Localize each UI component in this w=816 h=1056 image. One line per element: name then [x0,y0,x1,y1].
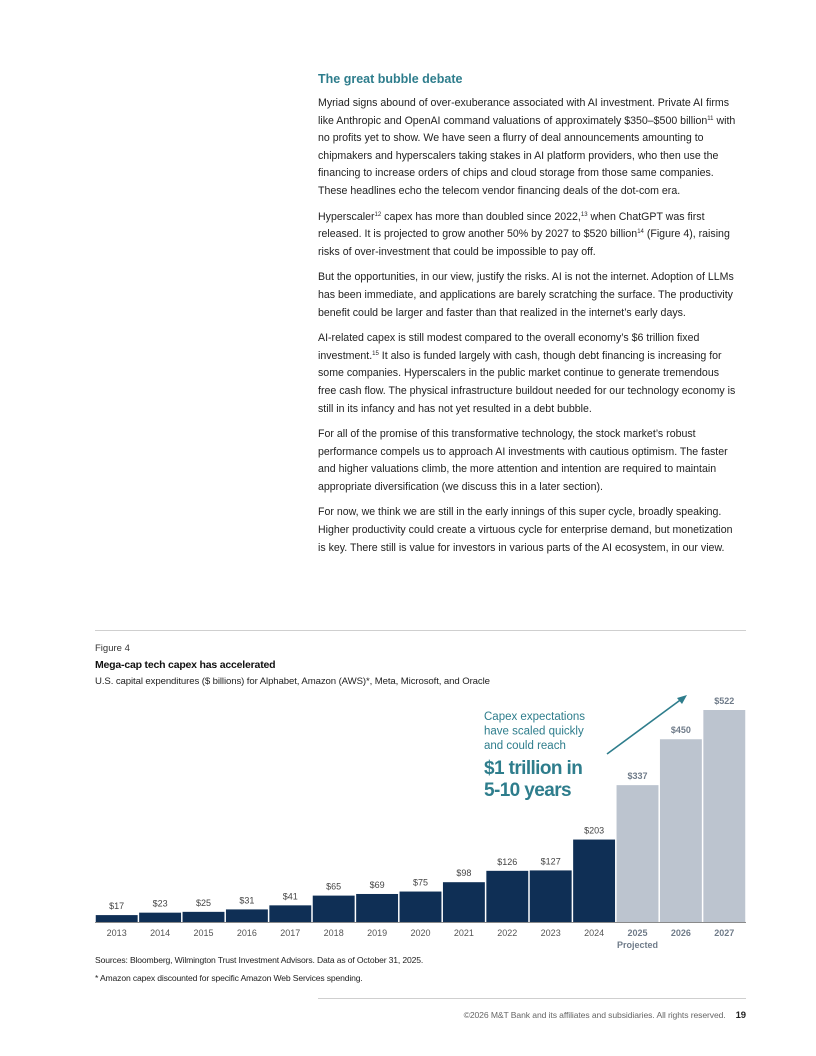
figure-top-divider [95,630,746,631]
bar-2015 [183,912,225,922]
value-label-2016: $31 [239,895,255,906]
paragraph: AI-related capex is still modest compared to the overall economy’s $6 trillion fixed investment.$^{15}$ It also is funded largely with cash, though debt financing is increasing for some companies. Hyperscalers in the public market continue to generate tremendous free cash flow. The physical infrastructure buildout needed for our technology economy is still in its infancy and has not yet resulted in a debt bubble. [318,332,736,415]
bar-2024 [573,840,615,922]
bar-2013 [96,915,138,922]
footnote-ref: 15 [372,350,379,357]
year-tick-2026: 2026 [670,928,691,938]
year-tick-2025: 2025 [627,928,648,938]
footnote-ref: 14 [637,229,644,236]
value-label-2014: $23 [152,898,168,909]
figure-title: Mega-cap tech capex has accelerated [95,659,276,671]
annotation-line: Capex expectations [484,711,586,723]
annotation-line: and could reach [484,740,566,752]
figure-label: Figure 4 [95,643,130,654]
year-tick-2021: 2021 [453,928,474,938]
value-label-2018: $65 [326,881,342,892]
annotation-highlight: $1 trillion in [484,758,583,779]
value-label-2022: $126 [497,856,518,867]
value-label-2013: $17 [109,901,125,912]
paragraph: For all of the promise of this transformative technology, the stock market’s robust performance compels us to approach AI investments with cautious optimism. The faster and higher valuations climb, the more attention and intention are required to maintain appropriate diversification (we discuss this in a later section). [318,428,728,493]
value-label-2020: $75 [412,877,429,888]
bar-2017 [269,905,311,922]
value-label-2025: $337 [627,771,648,782]
year-tick-2022: 2022 [497,928,518,938]
article [318,70,738,565]
year-tick-2020: 2020 [410,928,431,938]
paragraph: Myriad signs abound of over-exuberance associated with AI investment. Private AI firms like Anthropic and OpenAI command valuations of approximately $350–$500 billion$^{11}$ with no profits yet to show. We have seen a flurry of deal announcements amounting to chipmakers and hyperscalers taking stakes in AI platform providers, who then use the financing to increase orders of chips and cloud storage from those same companies. These headlines echo the telecom vendor financing deals of the dot-com era. [318,97,736,197]
year-tick-2023: 2023 [540,928,561,938]
capex-bar-chart [95,688,746,953]
bar-2021 [443,882,485,922]
year-tick-2024: 2024 [584,928,605,938]
bar-2027 [703,710,745,922]
year-tick-2019: 2019 [367,928,388,938]
paragraph: Hyperscaler$^{12}$ capex has more than doubled since 2022,13 when ChatGPT was first released. It is projected to grow another 50% by 2027 to $520 billion$^{14}$ (Figure 4), raising risks of over-investment that could be impossible to pay off. [318,210,730,258]
year-tick-2013: 2013 [106,928,127,938]
bar-2022 [486,871,528,922]
year-tick-2027: 2027 [714,928,735,938]
bar-2018 [313,896,355,922]
section-heading: The great bubble debate [318,72,463,86]
paragraph: For now, we think we are still in the early innings of this super cycle, broadly speaking. Higher productivity could create a virtuous cycle for enterprise demand, but monetization is key. There still is value for investors in various parts of the AI ecosystem, in our view. [318,506,733,554]
year-tick-2016: 2016 [236,928,257,938]
sources-note: Sources: Bloomberg, Wilmington Trust Investment Advisors. Data as of October 31, 2025. [95,955,424,965]
value-label-2024: $203 [584,825,605,836]
value-label-2027: $522 [714,696,735,706]
year-tick-2017: 2017 [280,928,301,938]
year-tick-2014: 2014 [150,928,171,938]
bar-2019 [356,894,398,922]
paragraph: But the opportunities, in our view, justify the risks. AI is not the internet. Adoption of LLMs has been immediate, and applications are barely scratching the surface. The productivity benefit could be larger and faster than that realized in the internet’s early days. [318,271,734,319]
value-label-2015: $25 [195,897,212,908]
bar-2020 [400,892,442,922]
value-label-2023: $127 [540,856,561,867]
projected-label: Projected [616,940,659,950]
footnote-ref: 13 [580,211,588,218]
page-number: 19 [735,1010,746,1021]
value-label-2026: $450 [670,725,691,736]
bar-2023 [530,870,572,922]
value-label-2021: $98 [456,868,472,879]
footnote: * Amazon capex discounted for specific Amazon Web Services spending. [95,973,363,983]
trend-arrowhead [677,695,687,704]
bar-2026 [660,739,702,922]
bar-2014 [139,913,181,922]
year-tick-2015: 2015 [193,928,214,938]
page-footer [464,1010,746,1021]
footnote-ref: 11 [707,115,714,122]
figure-subtitle: U.S. capital expenditures ($ billions) for Alphabet, Amazon (AWS)*, Meta, Microsoft, and Oracle [95,676,490,687]
bar-2016 [226,909,268,922]
year-tick-2018: 2018 [323,928,344,938]
bar-2025 [617,785,659,922]
footnote-ref: 12 [374,211,382,218]
copyright-text: ©2026 M&T Bank and its affiliates and subsidiaries. All rights reserved. [463,1010,726,1020]
value-label-2019: $69 [369,879,385,890]
article-body [318,95,738,557]
annotation-line: have scaled quickly [484,725,584,738]
annotation-highlight: 5-10 years [484,780,571,801]
footer-divider [318,998,746,999]
value-label-2017: $41 [282,891,298,902]
